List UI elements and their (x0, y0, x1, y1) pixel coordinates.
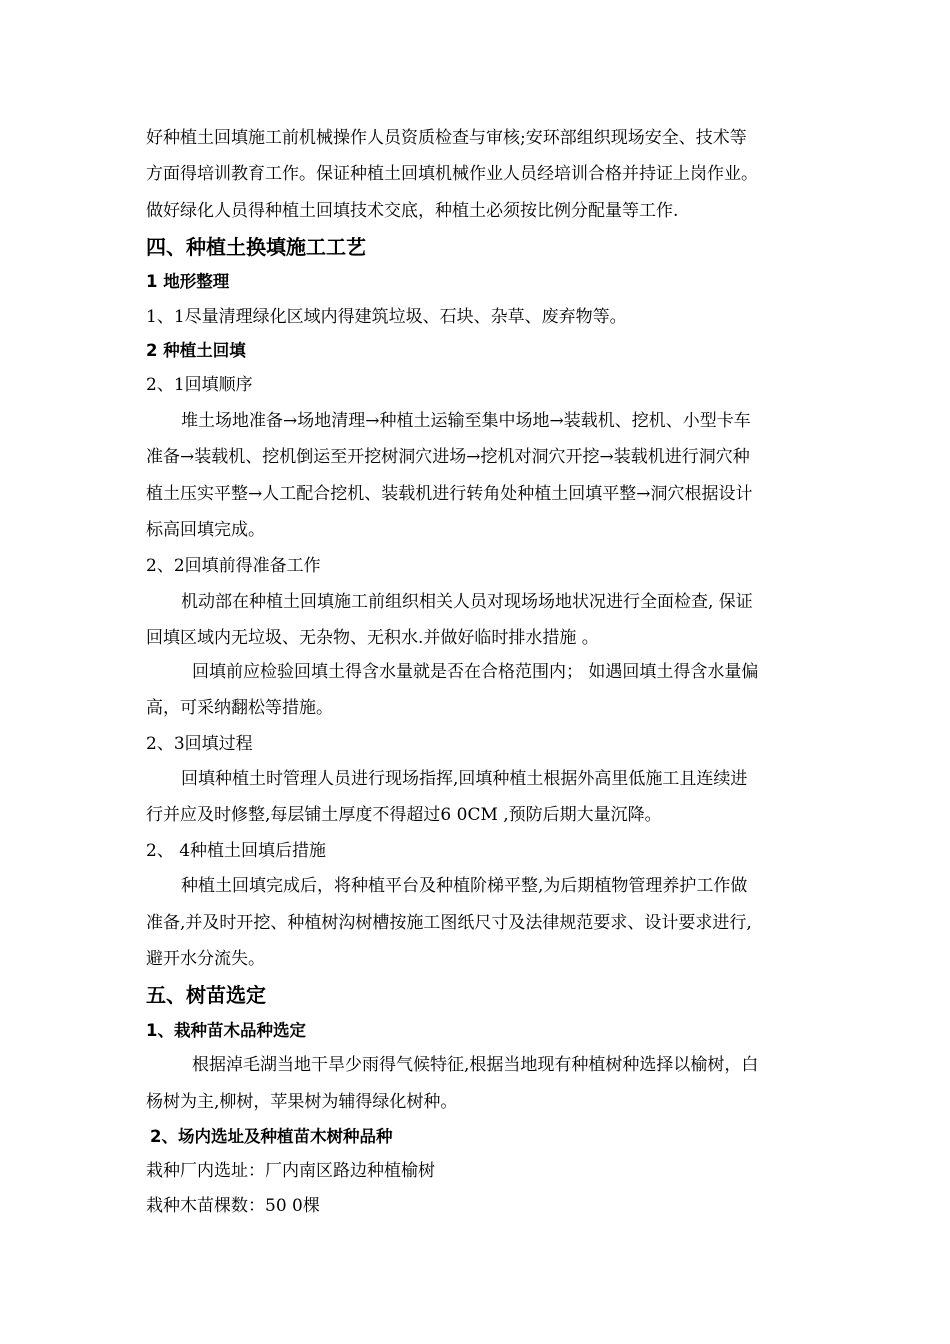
paragraph-line: 回填区域内无垃圾、无杂物、无积水.并做好临时排水措施 。 (146, 628, 599, 648)
paragraph-line: 回填前应检验回填土得含水量就是否在合格范围内； 如遇回填土得含水量偏 (192, 662, 759, 682)
paragraph-line: 1、1尽量清理绿化区域内得建筑垃圾、石块、杂草、废弃物等。 (146, 307, 627, 327)
paragraph-line: 种植土回填完成后，将种植平台及种植阶梯平整,为后期植物管理养护工作做 (181, 876, 748, 896)
paragraph-line: 回填种植土时管理人员进行现场指挥,回填种植土根据外高里低施工且连续进 (181, 769, 748, 789)
paragraph-line: 机动部在种植土回填施工前组织相关人员对现场场地状况进行全面检查, 保证 (181, 592, 753, 612)
paragraph-line: 好种植土回填施工前机械操作人员资质检查与审核;安环部组织现场安全、技术等 (146, 128, 747, 148)
paragraph-line: 栽种厂内选址：厂内南区路边种植榆树 (146, 1161, 435, 1181)
subsection-heading: 1、栽种苗木品种选定 (146, 1021, 306, 1040)
item-heading: 2、2回填前得准备工作 (146, 556, 321, 576)
paragraph-line: 准备→装载机、挖机倒运至开挖树洞穴进场→挖机对洞穴开挖→装载机进行洞穴种 (146, 447, 750, 467)
paragraph-line: 植土压实平整→人工配合挖机、装载机进行转角处种植土回填平整→洞穴根据设计 (146, 484, 753, 504)
paragraph-line: 根据淖毛湖当地干旱少雨得气候特征,根据当地现有种植树种选择以榆树，白 (192, 1055, 759, 1075)
item-heading: 2、 4种植土回填后措施 (146, 841, 327, 861)
paragraph-line: 栽种木苗棵数：50 0棵 (146, 1196, 320, 1216)
paragraph-line: 避开水分流失。 (146, 949, 265, 969)
item-heading: 2、1回填顺序 (146, 375, 253, 395)
section-heading: 五、树苗选定 (146, 983, 266, 1007)
section-heading: 四、种植土换填施工工艺 (146, 235, 366, 259)
subsection-heading: 2 种植土回填 (146, 341, 246, 360)
item-heading: 2、3回填过程 (146, 734, 253, 754)
subsection-heading: 2、场内选址及种植苗木树种品种 (150, 1127, 393, 1146)
paragraph-line: 堆土场地准备→场地清理→种植土运输至集中场地→装载机、挖机、小型卡车 (181, 411, 751, 431)
paragraph-line: 方面得培训教育工作。保证种植土回填机械作业人员经培训合格并持证上岗作业。 (146, 164, 758, 184)
paragraph-line: 标高回填完成。 (146, 520, 265, 540)
paragraph-line: 杨树为主,柳树，苹果树为辅得绿化树种。 (146, 1092, 458, 1112)
paragraph-line: 做好绿化人员得种植土回填技术交底，种植土必须按比例分配量等工作. (146, 201, 679, 221)
paragraph-line: 高，可采纳翻松等措施。 (146, 698, 333, 718)
paragraph-line: 行并应及时修整,每层铺土厚度不得超过6 0CM ,预防后期大量沉降。 (146, 805, 662, 825)
subsection-heading: 1 地形整理 (146, 272, 230, 291)
paragraph-line: 准备,并及时开挖、种植树沟树槽按施工图纸尺寸及法律规范要求、设计要求进行, (146, 913, 752, 933)
